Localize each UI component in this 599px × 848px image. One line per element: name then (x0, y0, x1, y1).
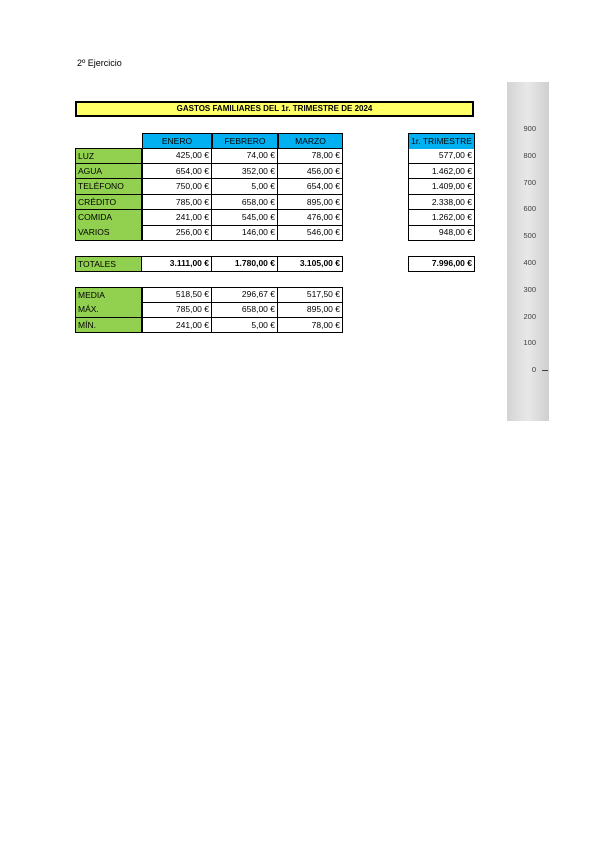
row-trimester-total: 948,00 € (408, 225, 475, 241)
row-trimester-total: 2.338,00 € (408, 195, 475, 211)
row-value: 654,00 € (142, 164, 212, 180)
stat-value: 241,00 € (142, 318, 212, 334)
table-title: GASTOS FAMILIARES DEL 1r. TRIMESTRE DE 2024 (75, 101, 474, 117)
row-value: 241,00 € (142, 210, 212, 226)
row-trimester-total: 1.462,00 € (408, 164, 475, 180)
row-trimester-total: 577,00 € (408, 148, 475, 164)
row-trimester-total: 1.409,00 € (408, 179, 475, 195)
row-value: 895,00 € (278, 195, 343, 211)
row-value: 146,00 € (212, 225, 278, 241)
exercise-heading: 2º Ejercicio (77, 58, 122, 68)
y-axis-tick-label: 600 (523, 204, 536, 214)
stat-label: MÁX. (75, 302, 142, 318)
row-label: VARIOS (75, 225, 142, 241)
y-axis-tick-label: 0 (531, 365, 536, 375)
row-value: 546,00 € (278, 225, 343, 241)
row-value: 5,00 € (212, 179, 278, 195)
totals-value: 3.111,00 € (142, 256, 212, 272)
row-value: 74,00 € (212, 148, 278, 164)
y-axis-tick-label: 500 (523, 231, 536, 241)
row-value: 476,00 € (278, 210, 343, 226)
row-value: 750,00 € (142, 179, 212, 195)
row-value: 456,00 € (278, 164, 343, 180)
stat-label: MEDIA (75, 287, 142, 303)
row-label: TELÉFONO (75, 179, 142, 195)
totals-value: 1.780,00 € (212, 256, 278, 272)
row-value: 545,00 € (212, 210, 278, 226)
row-label: AGUA (75, 164, 142, 180)
row-value: 256,00 € (142, 225, 212, 241)
column-header-enero: ENERO (142, 133, 212, 149)
y-axis-tick-label: 100 (523, 338, 536, 348)
stat-value: 895,00 € (278, 302, 343, 318)
row-trimester-total: 1.262,00 € (408, 210, 475, 226)
stat-label: MÍN. (75, 318, 142, 334)
row-value: 785,00 € (142, 195, 212, 211)
y-axis-tick-label: 200 (523, 311, 536, 321)
stat-value: 78,00 € (278, 318, 343, 334)
row-value: 654,00 € (278, 179, 343, 195)
stat-value: 517,50 € (278, 287, 343, 303)
totals-label: TOTALES (75, 256, 142, 272)
row-value: 352,00 € (212, 164, 278, 180)
row-label: COMIDA (75, 210, 142, 226)
row-value: 425,00 € (142, 148, 212, 164)
y-axis-zero-mark (542, 370, 548, 371)
stat-value: 518,50 € (142, 287, 212, 303)
row-value: 78,00 € (278, 148, 343, 164)
y-axis-tick-label: 400 (523, 258, 536, 267)
stat-value: 5,00 € (212, 318, 278, 334)
stat-value: 296,67 € (212, 287, 278, 303)
y-axis-tick-label: 900 (523, 124, 536, 133)
stat-value: 658,00 € (212, 302, 278, 318)
stat-value: 785,00 € (142, 302, 212, 318)
column-header-marzo: MARZO (278, 133, 343, 149)
row-label: LUZ (75, 148, 142, 164)
y-axis-tick-label: 300 (523, 284, 536, 294)
y-axis-tick-label: 700 (523, 177, 536, 187)
y-axis-tick-label: 800 (523, 150, 536, 160)
totals-value: 3.105,00 € (278, 256, 343, 272)
row-label: CRÉDITO (75, 195, 142, 211)
totals-trimester: 7.996,00 € (408, 256, 475, 272)
column-header-trimestre: 1r. TRIMESTRE (408, 133, 475, 149)
column-header-febrero: FEBRERO (212, 133, 278, 149)
row-value: 658,00 € (212, 195, 278, 211)
